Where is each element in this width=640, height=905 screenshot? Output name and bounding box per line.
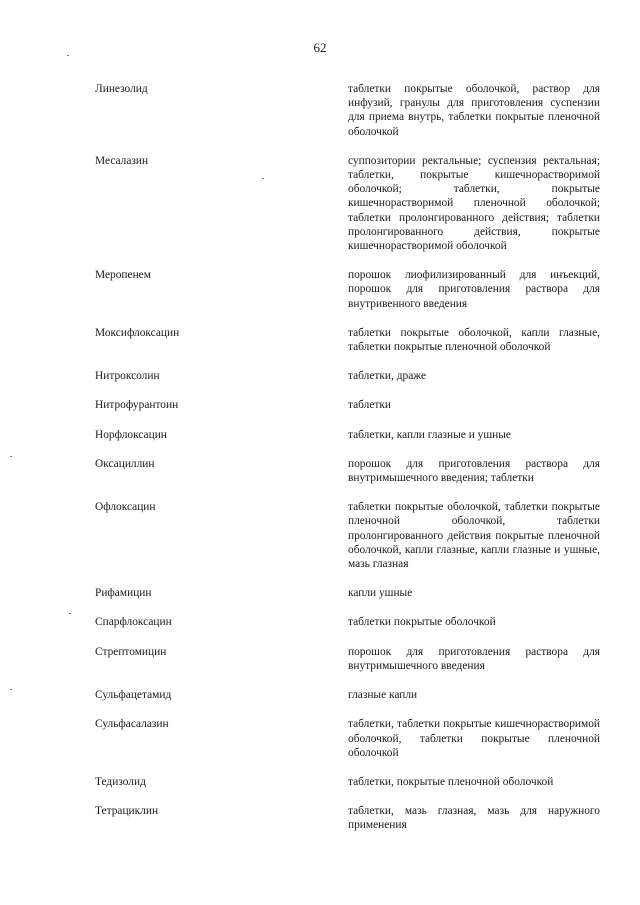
dosage-forms: порошок для приготовления раствора для внутримышечного введения; таблетки (348, 457, 600, 485)
drug-table (0, 82, 640, 848)
drug-name: Линезолид (95, 83, 148, 95)
dosage-forms: таблетки покрытые оболочкой, капли глазные, таблетки покрытые пленочной оболочкой (348, 326, 600, 354)
drug-name: Нитроксолин (95, 370, 160, 383)
page-number: 62 (313, 40, 327, 55)
dosage-forms: глазные капли (348, 689, 418, 702)
drug-name: Моксифлоксацин (95, 326, 180, 339)
scan-speck (10, 456, 12, 457)
table-row (0, 369, 640, 383)
dosage-forms: порошок лиофилизированный для инъекций, порошок для приготовления раствора для внутривенного введения (348, 269, 600, 310)
dosage-forms: таблетки (348, 399, 392, 412)
table-row (0, 428, 640, 442)
table-row (0, 268, 640, 311)
drug-name: Сульфасалазин (95, 718, 169, 731)
table-row (0, 326, 640, 354)
table-row (0, 398, 640, 412)
table-row (0, 615, 640, 629)
scan-speck (67, 55, 69, 56)
table-row (0, 775, 640, 789)
table-row (0, 586, 640, 600)
dosage-forms: капли ушные (348, 587, 413, 600)
dosage-forms: порошок для приготовления раствора для внутримышечного введения (348, 645, 600, 672)
dosage-forms: таблетки, драже (348, 370, 427, 383)
drug-name: Оксациллин (95, 457, 155, 470)
drug-name: Стрептомицин (95, 645, 167, 658)
drug-name: Тедизолид (95, 775, 146, 788)
drug-name: Рифамицин (95, 587, 152, 600)
table-row (0, 717, 640, 760)
dosage-forms: таблетки, капли глазные и ушные (348, 428, 511, 441)
scan-speck (10, 689, 12, 690)
table-row (0, 645, 640, 673)
dosage-forms: таблетки покрытые оболочкой, раствор для инфузий, гранулы для приготовления суспензии для приема внутрь, таблетки покрытые пленочной оболочкой (348, 83, 600, 138)
drug-name: Нитрофурантоин (95, 399, 179, 412)
table-row (0, 688, 640, 702)
dosage-forms: таблетки покрытые оболочкой, таблетки покрытые пленочной оболочкой, таблетки пролонгированного действия покрытые пленочной оболочкой, капли глазные, капли глазные и ушные, мазь глазная (348, 501, 600, 571)
dosage-forms: таблетки покрытые оболочкой (348, 616, 496, 629)
table-row (0, 457, 640, 485)
drug-name: Тетрациклин (95, 805, 159, 818)
drug-name: Меропенем (95, 269, 151, 282)
drug-name: Офлоксацин (95, 501, 156, 514)
dosage-forms: суппозитории ректальные; суспензия ректальная; таблетки, покрытые кишечнорастворимой оболочкой; таблетки, покрытые кишечнорастворимой пленочной оболочкой; таблетки пролонгированного действия; таблетки пролонгированного действия, покрытые кишечнорастворимой оболочкой (348, 154, 600, 253)
drug-name: Норфлоксацин (95, 428, 167, 441)
dosage-forms: таблетки, таблетки покрытые кишечнорастворимой оболочкой, таблетки покрытые пленочной оболочкой (348, 718, 600, 759)
drug-name: Сульфацетамид (95, 689, 172, 702)
table-row (0, 154, 640, 253)
drug-name: Спарфлоксацин (95, 616, 172, 629)
dosage-forms: таблетки, покрытые пленочной оболочкой (348, 775, 554, 788)
table-row (0, 804, 640, 832)
dosage-forms: таблетки, мазь глазная, мазь для наружного применения (348, 805, 600, 832)
drug-name: Месалазин (95, 154, 149, 167)
table-row (0, 82, 640, 139)
scan-speck (69, 613, 71, 614)
scan-speck (262, 178, 264, 179)
table-row (0, 500, 640, 571)
